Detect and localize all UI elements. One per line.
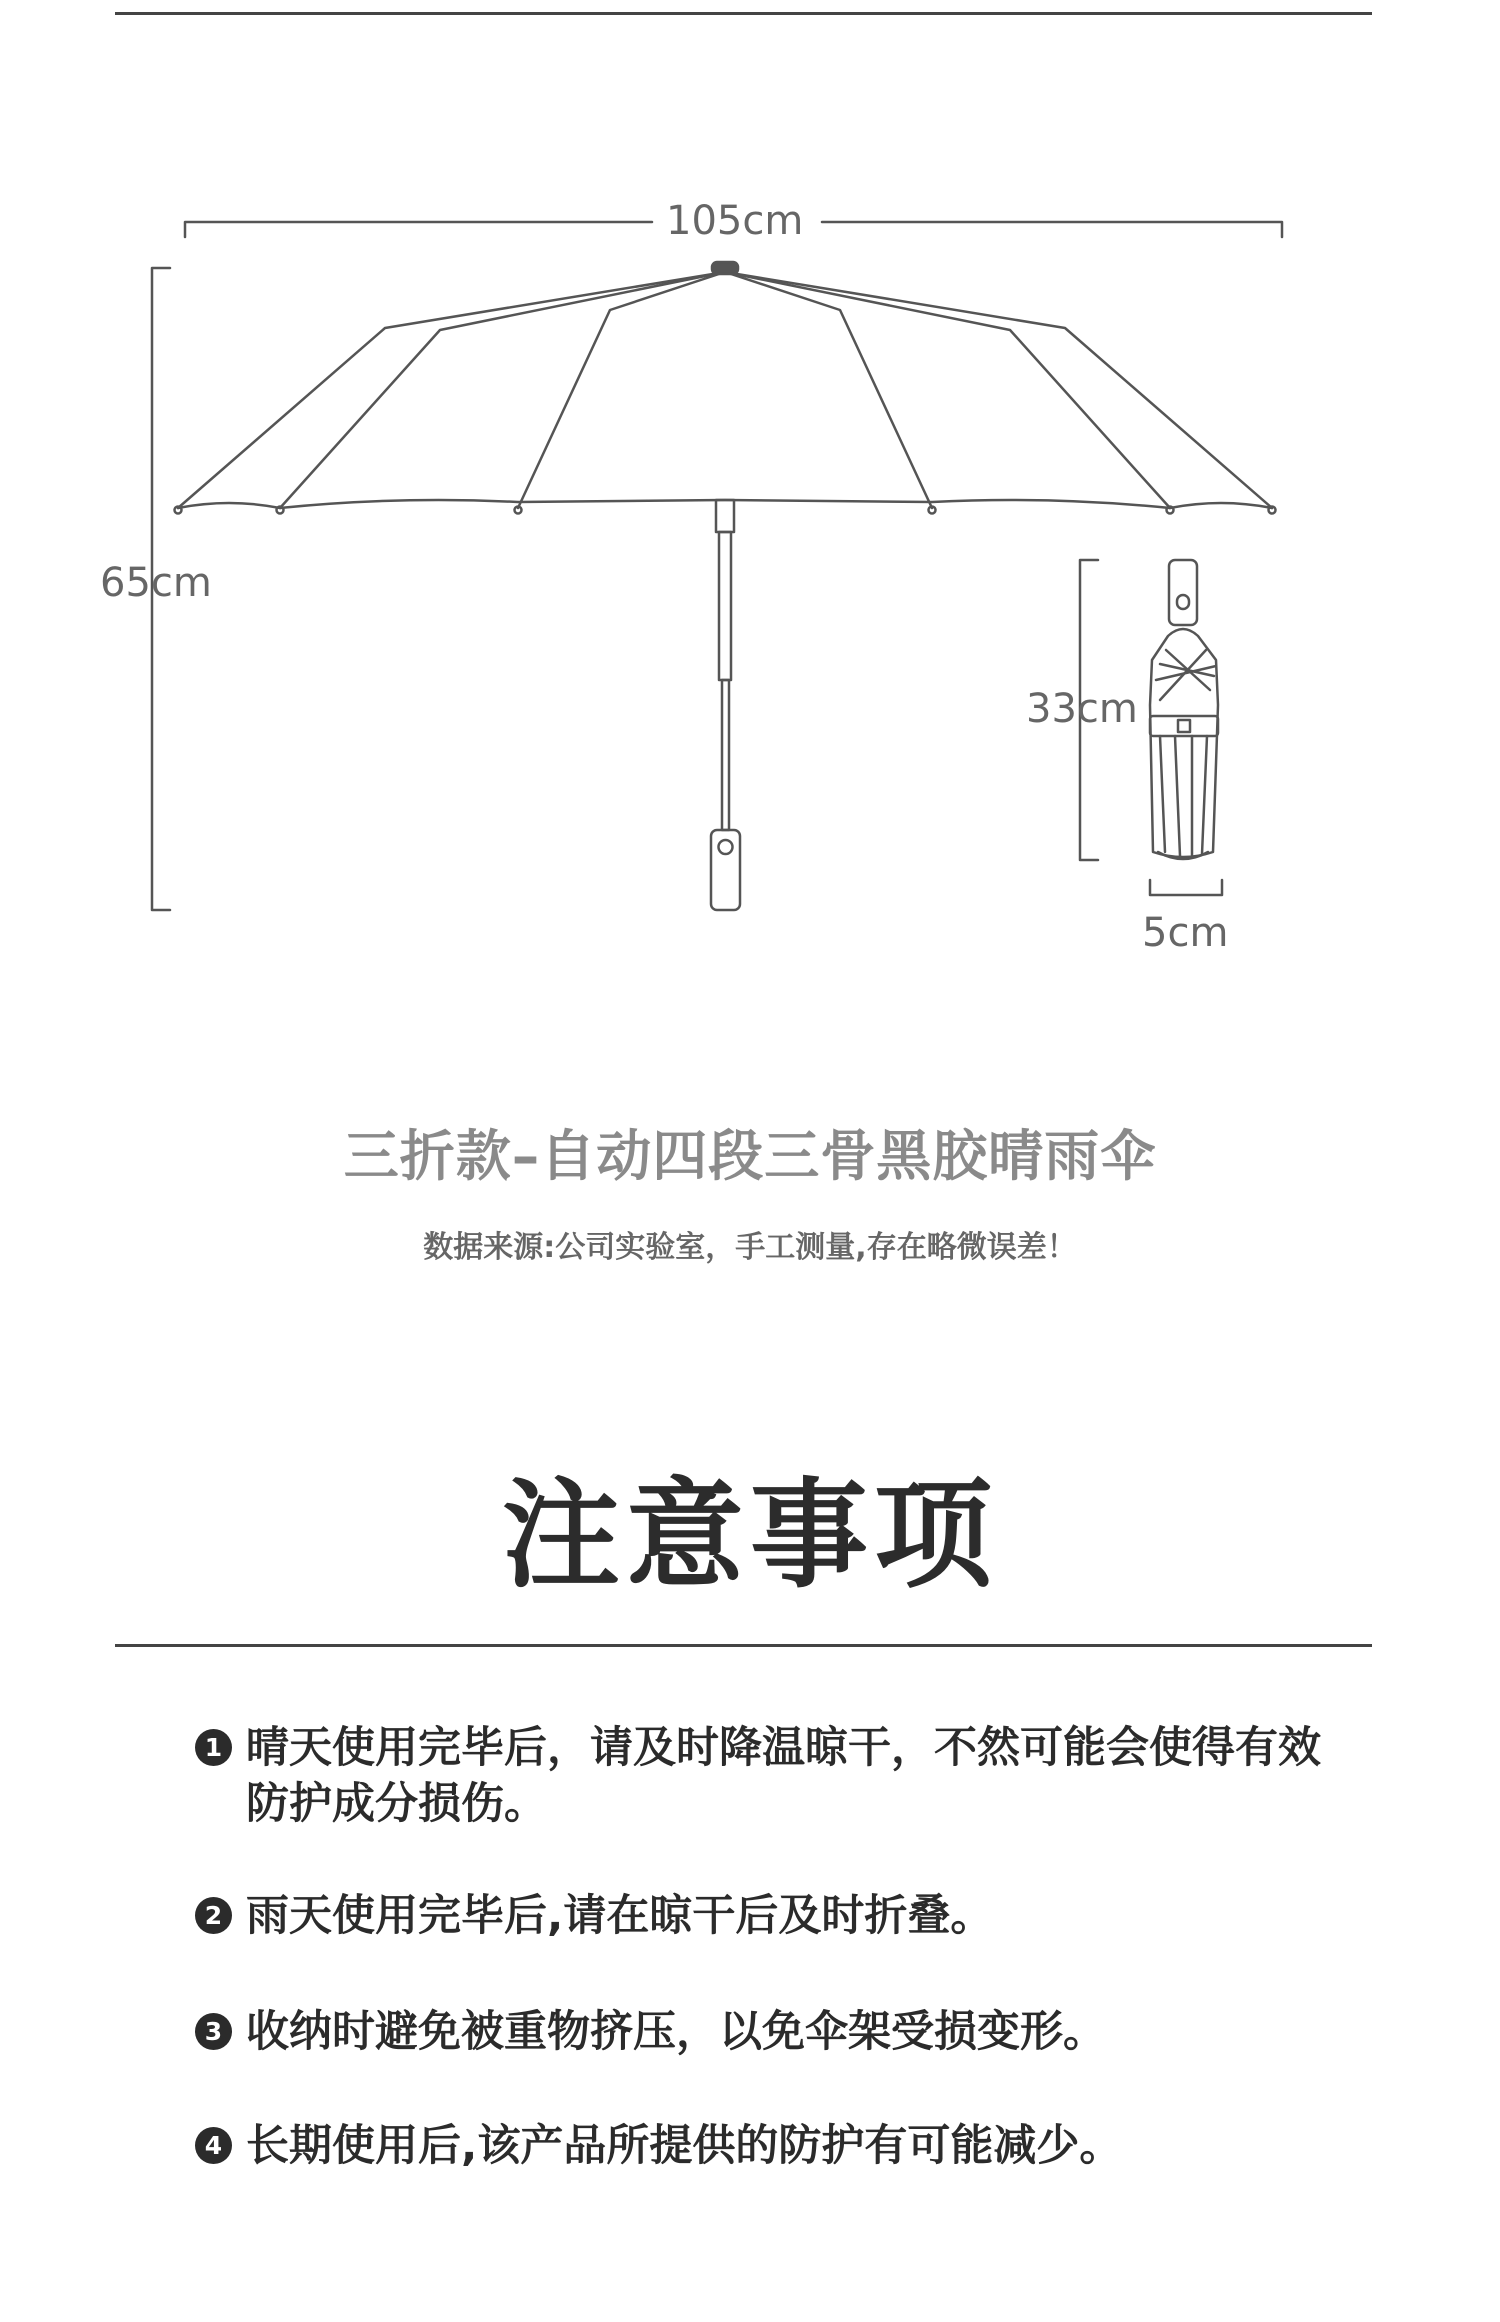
notice-divider — [115, 1644, 1372, 1647]
number-badge: 2 — [195, 1897, 232, 1934]
notice-text: 雨天使用完毕后,请在晾干后及时折叠。 — [246, 1891, 994, 1941]
umbrella-dimension-diagram — [0, 0, 1500, 1000]
list-item — [195, 1720, 1345, 1832]
product-subtitle: 三折款–自动四段三骨黑胶晴雨伞 — [343, 1124, 1157, 1188]
closed-diameter-dimension-line — [1150, 880, 1222, 895]
list-item — [195, 2118, 1345, 2174]
number-badge: 4 — [195, 2127, 232, 2164]
closed-length-label: 33cm — [1026, 686, 1138, 732]
notice-text: 晴天使用完毕后，请及时降温晾干，不然可能会使得有效防护成分损伤。 — [246, 1723, 1321, 1829]
open-width-label: 105cm — [666, 198, 804, 244]
open-height-label: 65cm — [100, 560, 212, 606]
list-item — [195, 1888, 1345, 1944]
closed-umbrella — [1150, 560, 1218, 859]
data-source-note: 数据来源:公司实验室，手工测量,存在略微误差！ — [423, 1230, 1077, 1265]
closed-diameter-label: 5cm — [1142, 910, 1229, 956]
list-item — [195, 2004, 1345, 2060]
number-badge: 1 — [195, 1729, 232, 1766]
notice-text: 收纳时避免被重物挤压，以免伞架受损变形。 — [246, 2007, 1106, 2057]
notice-text: 长期使用后,该产品所提供的防护有可能减少。 — [246, 2121, 1123, 2171]
number-badge: 3 — [195, 2013, 232, 2050]
notice-title: 注意事项 — [501, 1466, 998, 1604]
open-umbrella — [175, 262, 1276, 910]
